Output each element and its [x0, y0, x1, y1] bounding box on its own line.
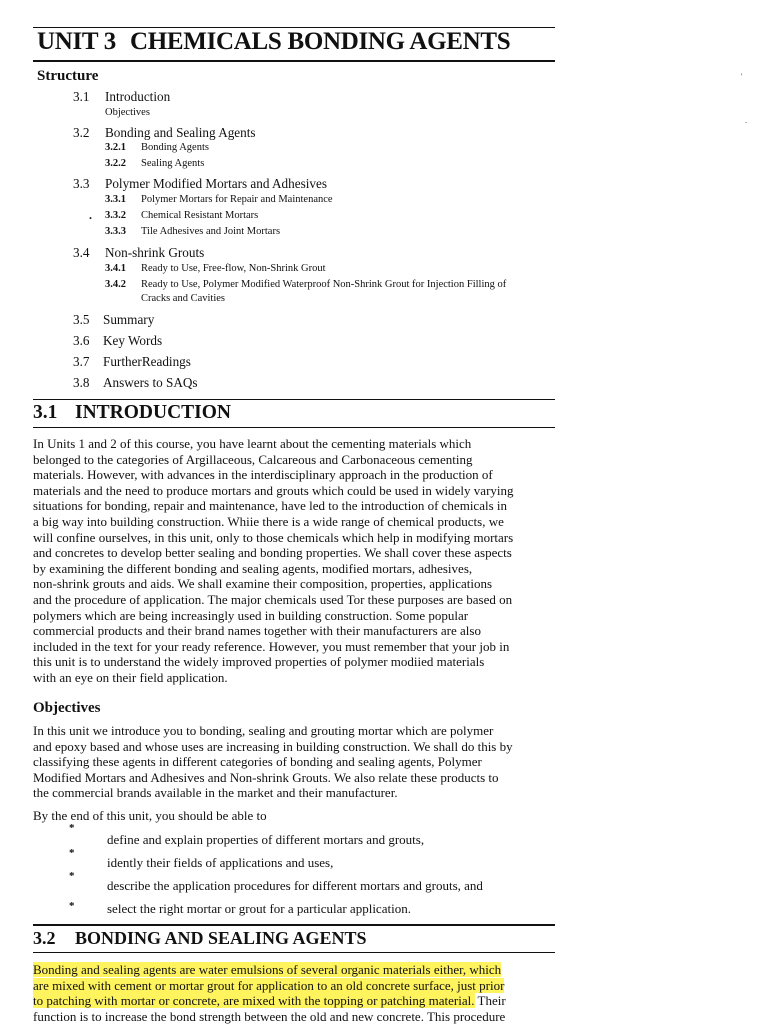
objectives-line: Modified Mortars and Adhesives and Non-shrink Grouts. We also relate these products to	[33, 769, 499, 785]
toc-subitem-num: 3.4.1	[105, 263, 126, 274]
section-32-top-rule	[33, 924, 555, 926]
section-32-heading	[33, 928, 367, 949]
intro-line: with an eye on their field application.	[33, 669, 228, 685]
toc-subitem-label: Polymer Mortars for Repair and Maintenance	[141, 194, 333, 205]
intro-line: In Units 1 and 2 of this course, you have learnt about the cementing materials which	[33, 436, 472, 451]
objective-item: select the right mortar or grout for a particular application.	[107, 901, 411, 916]
toc-item-label: Non-shrink Grouts	[105, 245, 205, 260]
toc-subitem-num: 3.3.2	[105, 210, 126, 221]
section-32-line	[33, 962, 553, 978]
toc-item-label: Polymer Modified Mortars and Adhesives	[105, 176, 327, 191]
objective-item: describe the application procedures for different mortars and grouts, and	[107, 878, 483, 893]
toc-item-label: Bonding and Sealing Agents	[105, 125, 256, 140]
section-32-line: function is to increase the bond strength between the old and new concrete. This procedure	[33, 1008, 506, 1024]
intro-line: commercial products and their brand names together with their manufacturers are also	[33, 623, 481, 639]
intro-line: a big way into building construction. Whiie there is a wide range of chemical products, we	[33, 513, 504, 529]
toc-subitem-label-continued: Cracks and Cavities	[141, 293, 225, 304]
objectives-line: the commercial brands available in the market and their manufacturer.	[33, 785, 398, 801]
section-32-paragraph	[33, 962, 553, 1024]
unit-title	[37, 28, 510, 56]
section-32-trailing-text: Their	[474, 993, 506, 1009]
intro-line: and the procedure of application. The major chemicals used Tor these purposes are based on	[33, 591, 513, 607]
intro-line: situations for bonding, repair and maintenance, have led to the introduction of chemicals in	[33, 498, 507, 514]
scan-speck: .	[745, 116, 747, 125]
header-bottom-rule	[33, 60, 555, 62]
intro-line: included in the text for your ready reference. However, you must remember that your job in	[33, 638, 510, 654]
objective-item: idently their fields of applications and uses,	[107, 855, 334, 870]
intro-line: and concretes to develop better sealing and bonding properties. We shall cover these aspects	[33, 545, 512, 561]
toc-subitem-num: 3.3.1	[105, 194, 126, 205]
highlighted-text: Bonding and sealing agents are water emulsions of several organic materials either, which	[33, 962, 502, 977]
toc-subitem-label: Tile Adhesives and Joint Mortars	[141, 226, 281, 237]
unit-label: UNIT 3	[37, 28, 117, 55]
toc-bullet-dot: .	[89, 208, 92, 222]
objectives-line: In this unit we introduce you to bonding, sealing and grouting mortar which are polymer	[33, 723, 494, 738]
intro-line: non-shrink grouts and aids. We shall examine their composition, properties, applications	[33, 576, 493, 592]
intro-line: will confine ourselves, in this unit, only to those chemicals which help in modifying mortars	[33, 529, 514, 545]
toc-item-label: Summary	[103, 312, 155, 327]
section-32-title: BONDING AND SEALING AGENTS	[75, 928, 367, 948]
section-32-line	[33, 993, 553, 1009]
toc-item-num: 3.5	[73, 312, 90, 327]
toc-item-num: 3.7	[73, 354, 90, 369]
toc-item-num: 3.2	[73, 125, 90, 140]
toc-item-num: 3.1	[73, 89, 90, 104]
toc-item-label: Answers to SAQs	[103, 375, 198, 390]
section-32-line	[33, 978, 553, 994]
section-31-title: INTRODUCTION	[75, 402, 232, 423]
highlighted-text: to patching with mortar or concrete, are mixed with the topping or patching material.	[33, 993, 475, 1009]
unit-title-text: CHEMICALS BONDING AGENTS	[130, 28, 511, 55]
scan-speck: '	[741, 72, 743, 81]
toc-item-num: 3.8	[73, 375, 90, 390]
toc-item-label: Introduction	[105, 89, 171, 104]
toc-item-label: FurtherReadings	[103, 354, 191, 369]
section-31-heading	[33, 402, 231, 424]
toc-subitem-label: Chemical Resistant Mortars	[141, 210, 259, 221]
intro-line: materials and the need to produce mortars and grouts which could be used in widely varying	[33, 482, 514, 498]
objectives-heading: Objectives	[33, 700, 101, 716]
objectives-line: classifying these agents in different categories of bonding and sealing agents, Polymer	[33, 754, 482, 770]
toc-item-num: 3.3	[73, 176, 90, 191]
intro-line: belonged to the categories of Argillaceous, Calcareous and Carbonaceous cementing	[33, 451, 473, 467]
highlighted-text: are mixed with cement or mortar grout for application to an old concrete surface, just prior	[33, 977, 505, 993]
intro-paragraph	[33, 436, 553, 686]
bullet-star-icon: *	[69, 822, 75, 834]
intro-line: this unit is to understand the widely improved properties of polymer modiied materials	[33, 654, 485, 670]
bullet-star-icon: *	[69, 870, 75, 882]
bullet-star-icon: *	[69, 900, 75, 912]
toc-subitem-num: 3.2.1	[105, 142, 126, 153]
intro-line: polymers which are being increasingly used in building construction. Some popular	[33, 607, 469, 623]
section-31-top-rule	[33, 399, 555, 400]
objectives-paragraph	[33, 723, 553, 801]
section-32-num: 3.2	[33, 928, 56, 948]
toc-item-num: 3.4	[73, 245, 90, 260]
toc-subitem-label: Ready to Use, Free-flow, Non-Shrink Grout	[141, 263, 326, 274]
objectives-line: and epoxy based and whose uses are increasing in building construction. We shall do this by	[33, 738, 513, 754]
toc-subitem-label: Ready to Use, Polymer Modified Waterproof Non-Shrink Grout for Injection Filling of	[141, 279, 507, 290]
toc-subitem-num: 3.3.3	[105, 226, 126, 237]
structure-heading: Structure	[37, 68, 99, 84]
toc-subitem-num: 3.2.2	[105, 158, 126, 169]
section-32-bottom-rule	[33, 952, 555, 953]
toc-item-num: 3.6	[73, 333, 90, 348]
objective-item: define and explain properties of different mortars and grouts,	[107, 832, 425, 847]
toc-subitem-num: 3.4.2	[105, 279, 126, 290]
section-31-bottom-rule	[33, 427, 555, 428]
bullet-star-icon: *	[69, 847, 75, 859]
toc-subitem-label: Bonding Agents	[141, 142, 209, 153]
intro-line: materials. However, with advances in the interdisciplinary approach in the production of	[33, 467, 493, 483]
toc-subitem-label: Sealing Agents	[141, 158, 205, 169]
toc-item-label: Key Words	[103, 333, 163, 348]
objectives-lead-in: By the end of this unit, you should be able to	[33, 808, 267, 823]
intro-line: by examining the different bonding and sealing agents, modified mortars, adhesives,	[33, 560, 473, 576]
section-31-num: 3.1	[33, 402, 58, 423]
toc-subitem-label: Objectives	[105, 107, 150, 118]
